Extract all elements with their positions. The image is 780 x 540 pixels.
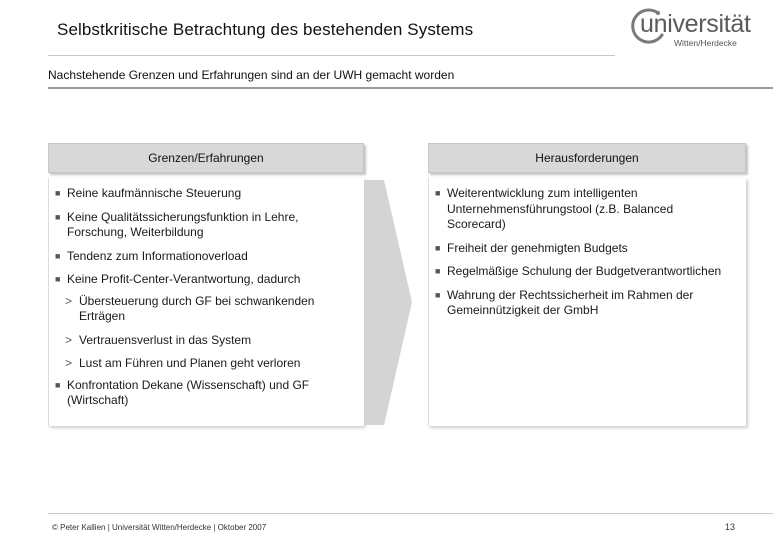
left-item-2-text: Keine Qualitätssicherungsfunktion in Lehre, Forschung, Weiterbildung xyxy=(67,209,299,239)
footer-divider xyxy=(48,513,773,514)
bullet-icon: ■ xyxy=(55,211,61,222)
left-item-4-text: Keine Profit-Center-Verantwortung, dadurch xyxy=(67,272,301,286)
right-item-2-text: Freiheit der genehmigten Budgets xyxy=(447,240,628,255)
left-subitem-3 xyxy=(55,356,355,372)
chevron-right-icon: > xyxy=(65,332,73,347)
left-item-4 xyxy=(55,272,355,288)
right-column-header: Herausforderungen xyxy=(428,143,746,173)
left-column-header: Grenzen/Erfahrungen xyxy=(48,143,364,173)
right-item-3 xyxy=(435,264,735,280)
chevron-right-icon: > xyxy=(65,293,73,308)
left-item-3 xyxy=(55,249,355,265)
left-item-5 xyxy=(55,378,355,409)
left-subitem-3-text: Lust am Führen und Planen geht verloren xyxy=(79,356,301,370)
bullet-icon: ■ xyxy=(435,242,441,253)
right-item-3-text: Regelmäßige Schulung der Budgetverantwortlichen xyxy=(447,264,722,278)
transition-arrow-icon xyxy=(364,180,414,425)
right-list xyxy=(435,186,735,319)
left-item-1-text: Reine kaufmännische Steuerung xyxy=(67,186,242,200)
bullet-icon: ■ xyxy=(435,188,441,198)
left-item-2 xyxy=(55,210,355,241)
bullet-icon: ■ xyxy=(55,250,61,261)
slide-subtitle: Nachstehende Grenzen und Erfahrungen sind an der UWH gemacht worden xyxy=(48,68,455,82)
left-list xyxy=(55,186,355,409)
slide-title: Selbstkritische Betrachtung des bestehenden Systems xyxy=(57,20,474,39)
left-subitem-1-text: Übersteuerung durch GF bei schwankenden Erträgen xyxy=(79,293,315,323)
title-divider xyxy=(48,55,615,56)
left-item-5-text: Konfrontation Dekane (Wissenschaft) und GF (Wirtschaft) xyxy=(67,377,310,407)
right-item-4 xyxy=(435,288,735,319)
right-item-4-text: Wahrung der Rechtssicherheit im Rahmen der Gemeinnützigkeit der GmbH xyxy=(447,287,694,317)
left-subitem-2 xyxy=(55,333,355,349)
subtitle-divider xyxy=(48,87,773,89)
left-subitem-2-text: Vertrauensverlust in das System xyxy=(79,332,252,347)
page-number: 13 xyxy=(724,522,735,532)
logo-subtext: Witten/Herdecke xyxy=(674,38,737,48)
chevron-right-icon: > xyxy=(65,356,73,370)
left-item-3-text: Tendenz zum Informationoverload xyxy=(67,248,248,263)
bullet-icon: ■ xyxy=(435,289,441,300)
logo-text: universität xyxy=(640,10,751,38)
footer-text: © Peter Kallien | Universität Witten/Herdecke | Oktober 2007 xyxy=(52,523,267,532)
right-item-1 xyxy=(435,186,735,233)
university-logo xyxy=(626,4,772,54)
right-item-2 xyxy=(435,241,735,257)
left-subitem-1 xyxy=(55,294,355,325)
bullet-icon: ■ xyxy=(435,266,441,276)
bullet-icon: ■ xyxy=(55,274,61,284)
right-item-1-text: Weiterentwicklung zum intelligenten Unternehmensführungstool (z.B. Balanced Scorecard) xyxy=(447,186,674,231)
bullet-icon: ■ xyxy=(55,188,61,198)
left-item-1 xyxy=(55,186,355,202)
bullet-icon: ■ xyxy=(55,379,61,390)
